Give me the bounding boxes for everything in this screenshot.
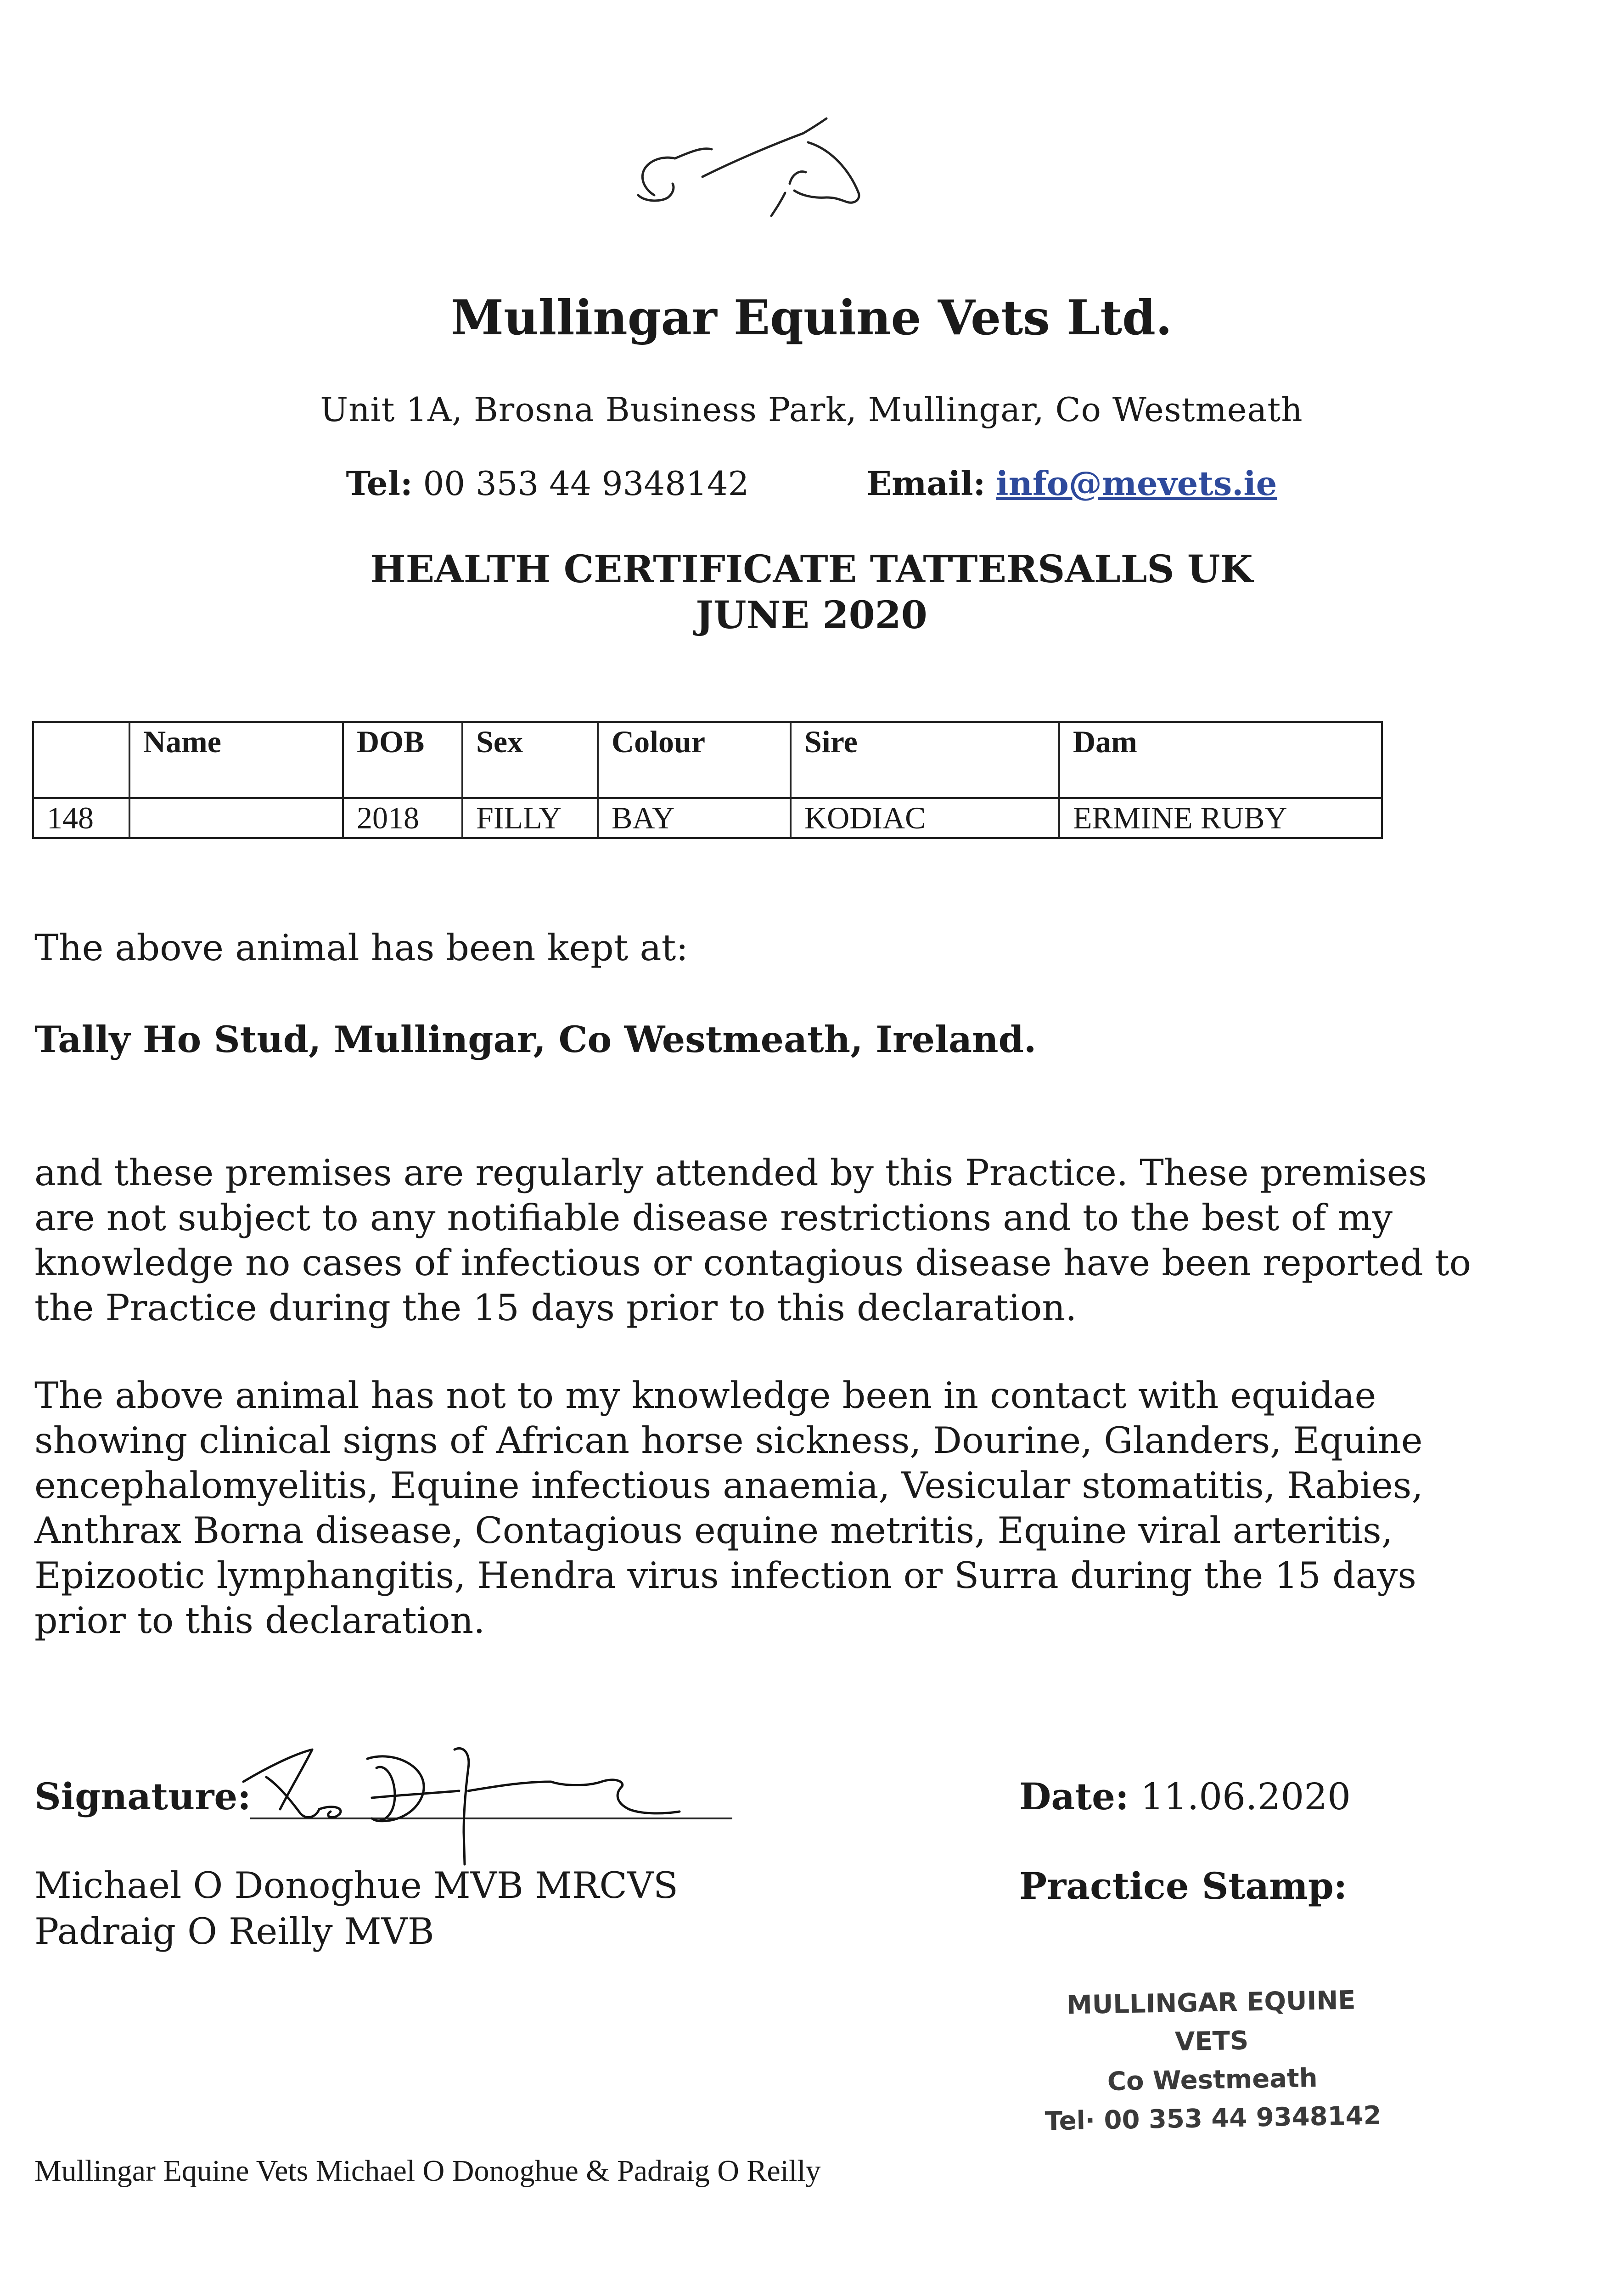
- email-label: Email:: [866, 464, 986, 503]
- certificate-title-line1: HEALTH CERTIFICATE TATTERSALLS UK: [370, 547, 1253, 591]
- tel-label: Tel:: [346, 464, 413, 503]
- table-header-cell: Name: [129, 722, 343, 798]
- table-cell-lot: 148: [33, 798, 129, 838]
- table-header-cell: [33, 722, 129, 798]
- animal-details-table: [32, 721, 1383, 839]
- table-header-row: [33, 722, 1382, 798]
- vet-name-1: Michael O Donoghue MVB MRCVS: [34, 1864, 679, 1907]
- certificate-title-line2: JUNE 2020: [696, 593, 927, 637]
- table-row: [33, 798, 1382, 838]
- table-cell-dam: ERMINE RUBY: [1059, 798, 1382, 838]
- company-address: Unit 1A, Brosna Business Park, Mullingar, Co Westmeath: [320, 390, 1303, 429]
- stamp-line-3: Tel· 00 353 44 9348142: [1045, 2100, 1382, 2137]
- practice-stamp: [1027, 1981, 1397, 2141]
- certificate-title: [0, 546, 1623, 638]
- contact-line: [0, 464, 1623, 503]
- practice-stamp-label: Practice Stamp:: [1019, 1864, 1348, 1908]
- date-label: Date:: [1019, 1775, 1129, 1818]
- footer-text: Mullingar Equine Vets Michael O Donoghue & Padraig O Reilly: [34, 2154, 821, 2188]
- company-name: Mullingar Equine Vets Ltd.: [450, 289, 1173, 346]
- signature-label: Signature:: [34, 1775, 251, 1818]
- vet-name-2: Padraig O Reilly MVB: [34, 1910, 434, 1953]
- date-block: [1019, 1775, 1351, 1818]
- tel-value: 00 353 44 9348142: [423, 464, 749, 503]
- date-value: 11.06.2020: [1140, 1775, 1351, 1818]
- table-cell-sex: FILLY: [462, 798, 598, 838]
- table-header-cell: Sex: [462, 722, 598, 798]
- handwritten-signature-icon: [239, 1717, 698, 1874]
- table-header-cell: Colour: [598, 722, 791, 798]
- table-cell-name: [129, 798, 343, 838]
- table-cell-colour: BAY: [598, 798, 791, 838]
- stamp-line-1: MULLINGAR EQUINE VETS: [1066, 1985, 1356, 2057]
- kept-at-label: The above animal has been kept at:: [34, 927, 689, 969]
- premises-address: Tally Ho Stud, Mullingar, Co Westmeath, Ireland.: [34, 1018, 1037, 1061]
- table-header-cell: Dam: [1059, 722, 1382, 798]
- table-header-cell: DOB: [343, 722, 462, 798]
- horse-head-logo-icon: [611, 115, 909, 239]
- disease-contact-paragraph: The above animal has not to my knowledge been in contact with equidae showing clinical signs of African horse sickness, Dourine, Glanders, Equine encephalomyelitis, Equine infectious anaemia, Vesicular stomatitis, Rabies, Anthrax Borna disease, Contagious equine metritis, Equine viral arteritis, Epizootic lymphangitis, Hendra virus infection or Surra during the 15 days prior to this declaration.: [34, 1374, 1423, 1642]
- email-link[interactable]: info@mevets.ie: [996, 464, 1277, 503]
- table-header-cell: Sire: [791, 722, 1059, 798]
- premises-declaration-paragraph: and these premises are regularly attended by this Practice. These premises are not subject to any notifiable disease restrictions and to the best of my knowledge no cases of infectious or contagious disease have been reported to the Practice during the 15 days prior to this declaration.: [34, 1152, 1471, 1329]
- stamp-line-2: Co Westmeath: [1107, 2063, 1318, 2097]
- table-cell-dob: 2018: [343, 798, 462, 838]
- table-cell-sire: KODIAC: [791, 798, 1059, 838]
